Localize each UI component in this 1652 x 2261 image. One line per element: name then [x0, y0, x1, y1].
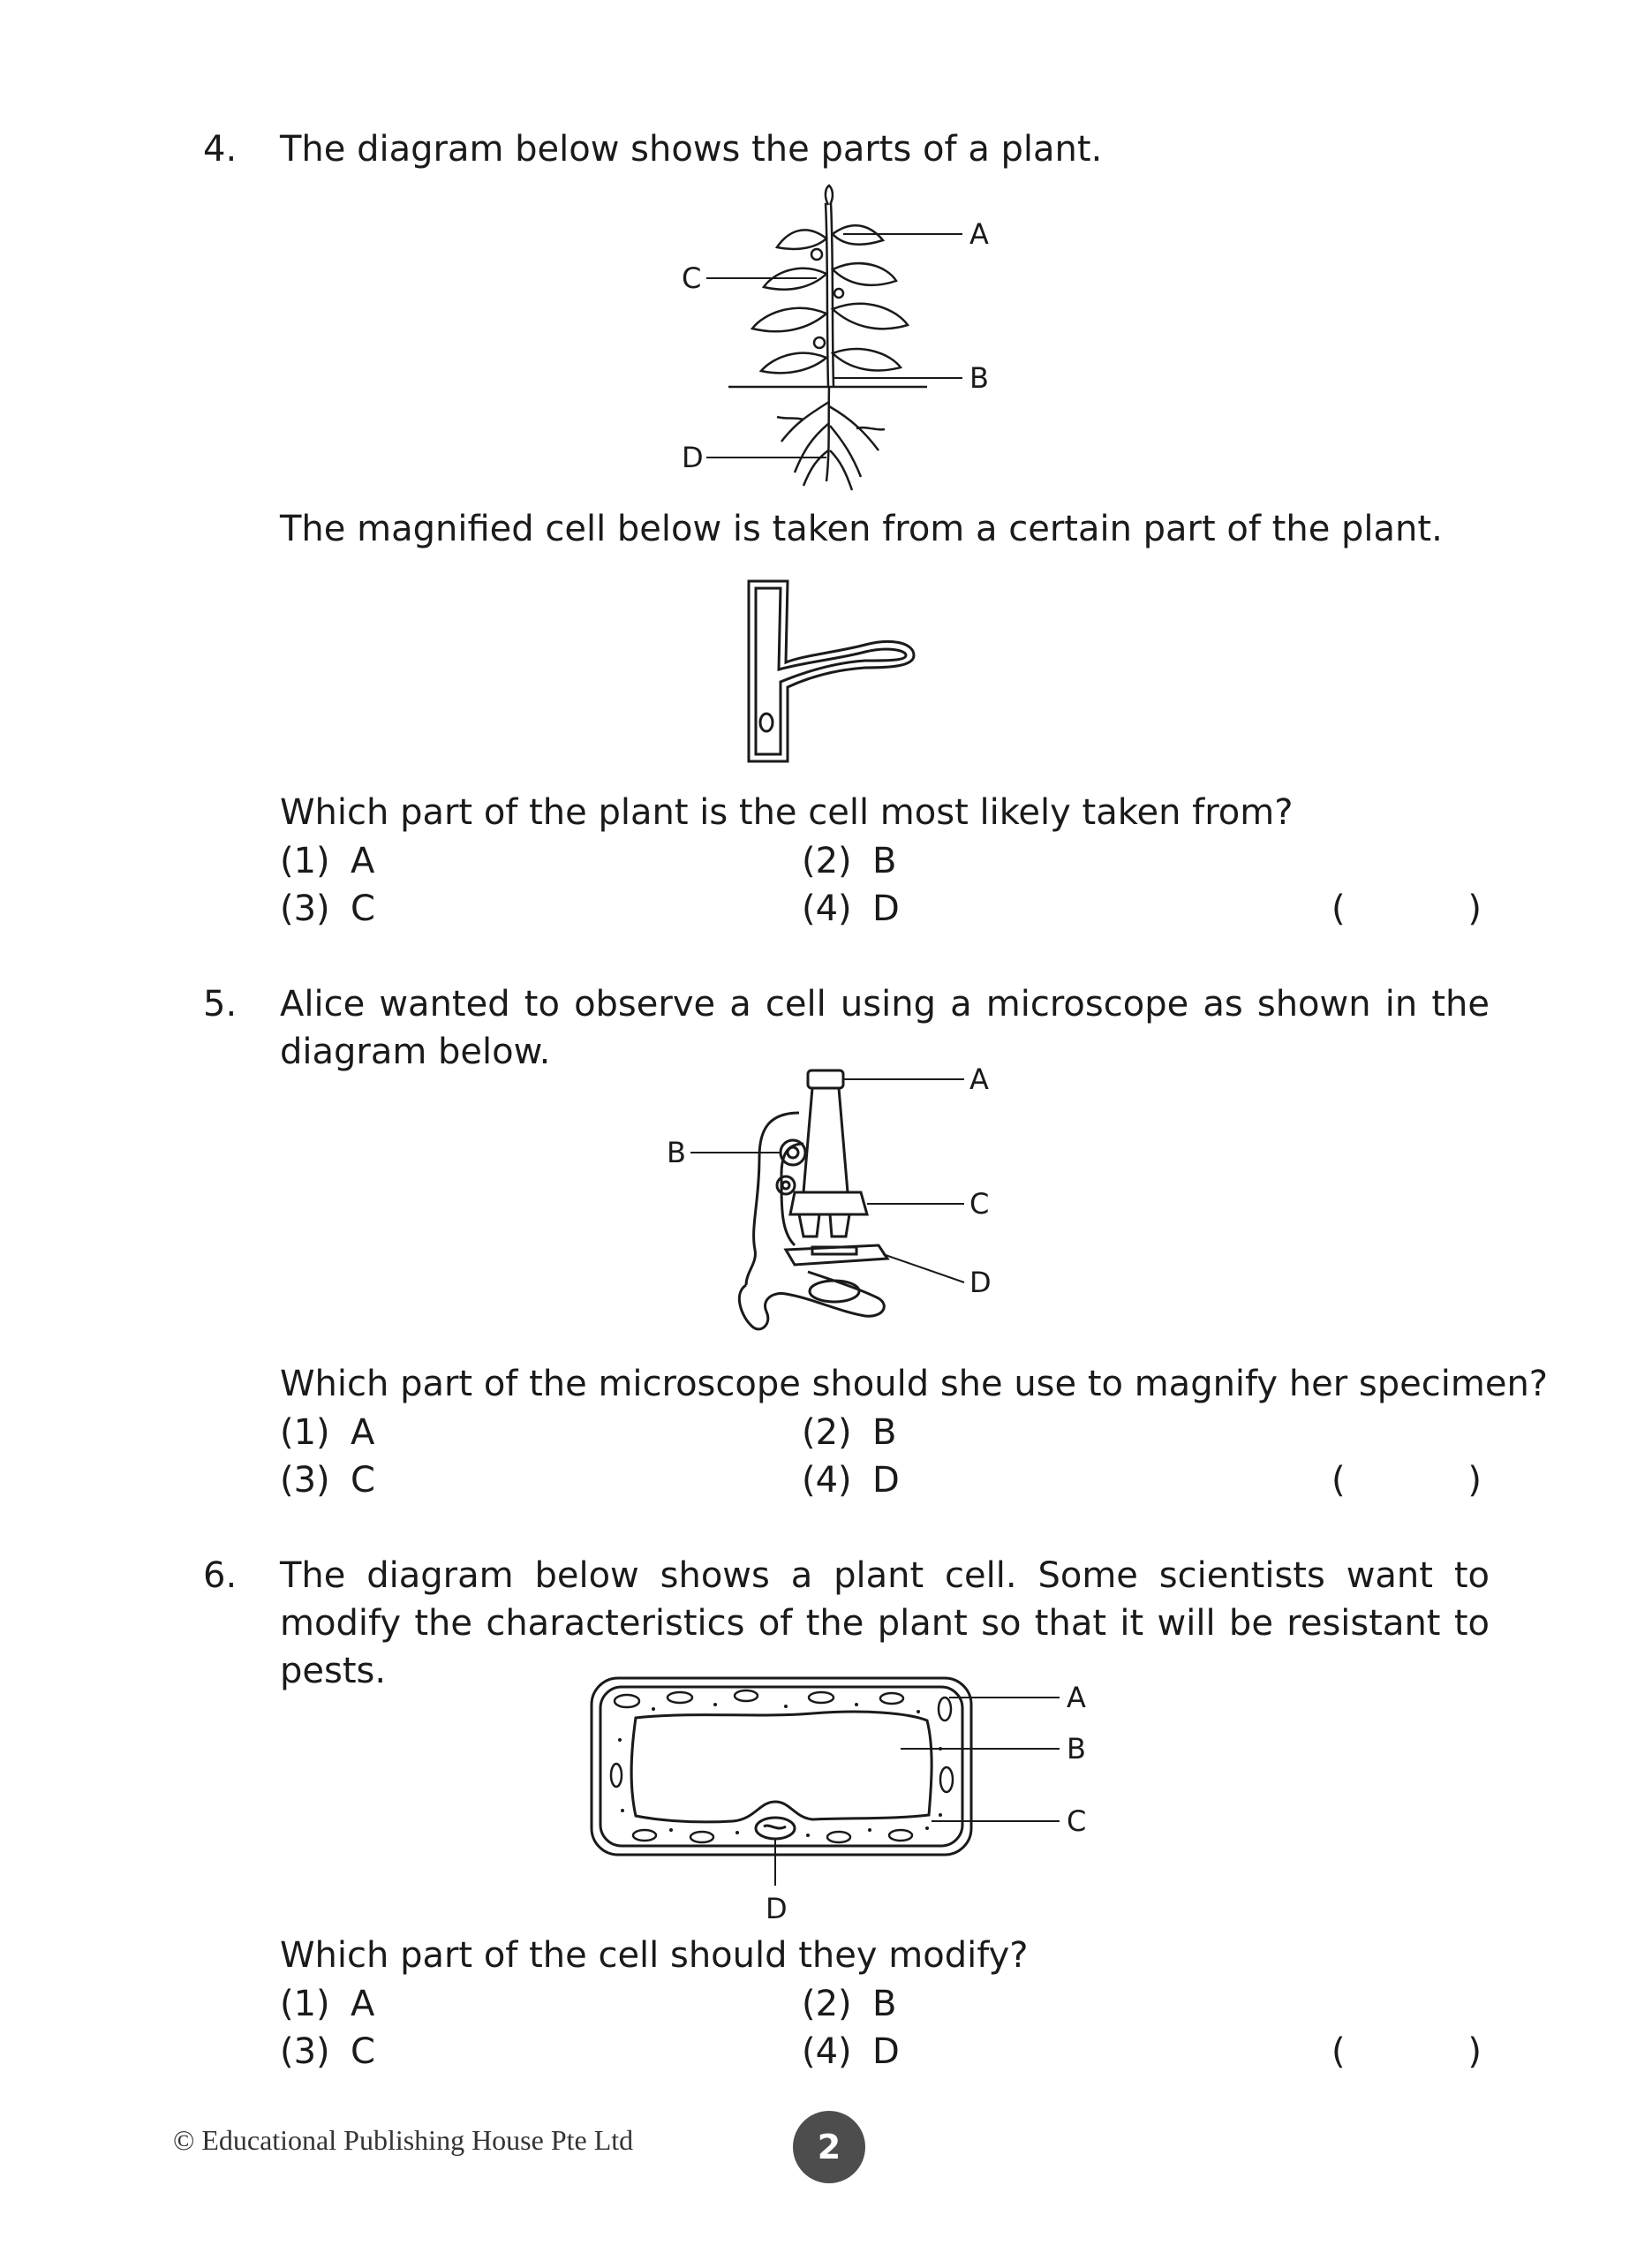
question-stem: The diagram below shows a plant cell. Some scientists want to modify the characteristics of the plant so that it will be resistant to pests. [280, 1555, 1490, 1691]
answer-bracket[interactable]: ( ) [1331, 2031, 1482, 2072]
question-number: 5. [203, 984, 238, 1025]
option-1[interactable]: (1) A [280, 1984, 375, 2024]
label-d: D [682, 441, 704, 474]
label-a: A [969, 217, 989, 251]
question-number: 4. [203, 129, 238, 170]
question-stem: Alice wanted to observe a cell using a microscope as shown in the diagram below. [280, 984, 1490, 1072]
label-c: C [682, 261, 702, 295]
label-d: D [969, 1266, 992, 1299]
option-1[interactable]: (1) A [280, 841, 375, 881]
copyright-text: © Educational Publishing House Pte Ltd [173, 2124, 634, 2156]
option-2[interactable]: (2) B [802, 1412, 897, 1453]
plant-diagram [671, 185, 1024, 503]
option-1[interactable]: (1) A [280, 1412, 375, 1453]
option-3[interactable]: (3) C [280, 1460, 375, 1501]
root-hair-cell-diagram [733, 574, 927, 768]
microscope-diagram [662, 1060, 1015, 1342]
plant-cell-diagram [583, 1669, 1113, 1925]
question-stem: The diagram below shows the parts of a plant. [280, 129, 1103, 170]
label-b: B [969, 361, 989, 395]
page-number-badge: 2 [793, 2111, 865, 2183]
label-c: C [969, 1187, 990, 1221]
question-prompt: Which part of the cell should they modify? [280, 1935, 1029, 1976]
option-4[interactable]: (4) D [802, 889, 900, 929]
label-d: D [766, 1892, 788, 1925]
option-3[interactable]: (3) C [280, 2031, 375, 2072]
question-prompt: Which part of the microscope should she use to magnify her specimen? [280, 1364, 1549, 1404]
option-4[interactable]: (4) D [802, 2031, 900, 2072]
label-a: A [969, 1062, 989, 1096]
option-2[interactable]: (2) B [802, 841, 897, 881]
option-4[interactable]: (4) D [802, 1460, 900, 1501]
option-3[interactable]: (3) C [280, 889, 375, 929]
question-prompt: Which part of the plant is the cell most likely taken from? [280, 792, 1294, 833]
answer-bracket[interactable]: ( ) [1331, 889, 1482, 929]
question-middle-text: The magnified cell below is taken from a certain part of the plant. [280, 509, 1443, 549]
label-c: C [1067, 1804, 1087, 1838]
label-b: B [667, 1136, 686, 1169]
label-b: B [1067, 1732, 1086, 1766]
option-2[interactable]: (2) B [802, 1984, 897, 2024]
label-a: A [1067, 1681, 1086, 1714]
answer-bracket[interactable]: ( ) [1331, 1460, 1482, 1501]
question-number: 6. [203, 1555, 238, 1596]
